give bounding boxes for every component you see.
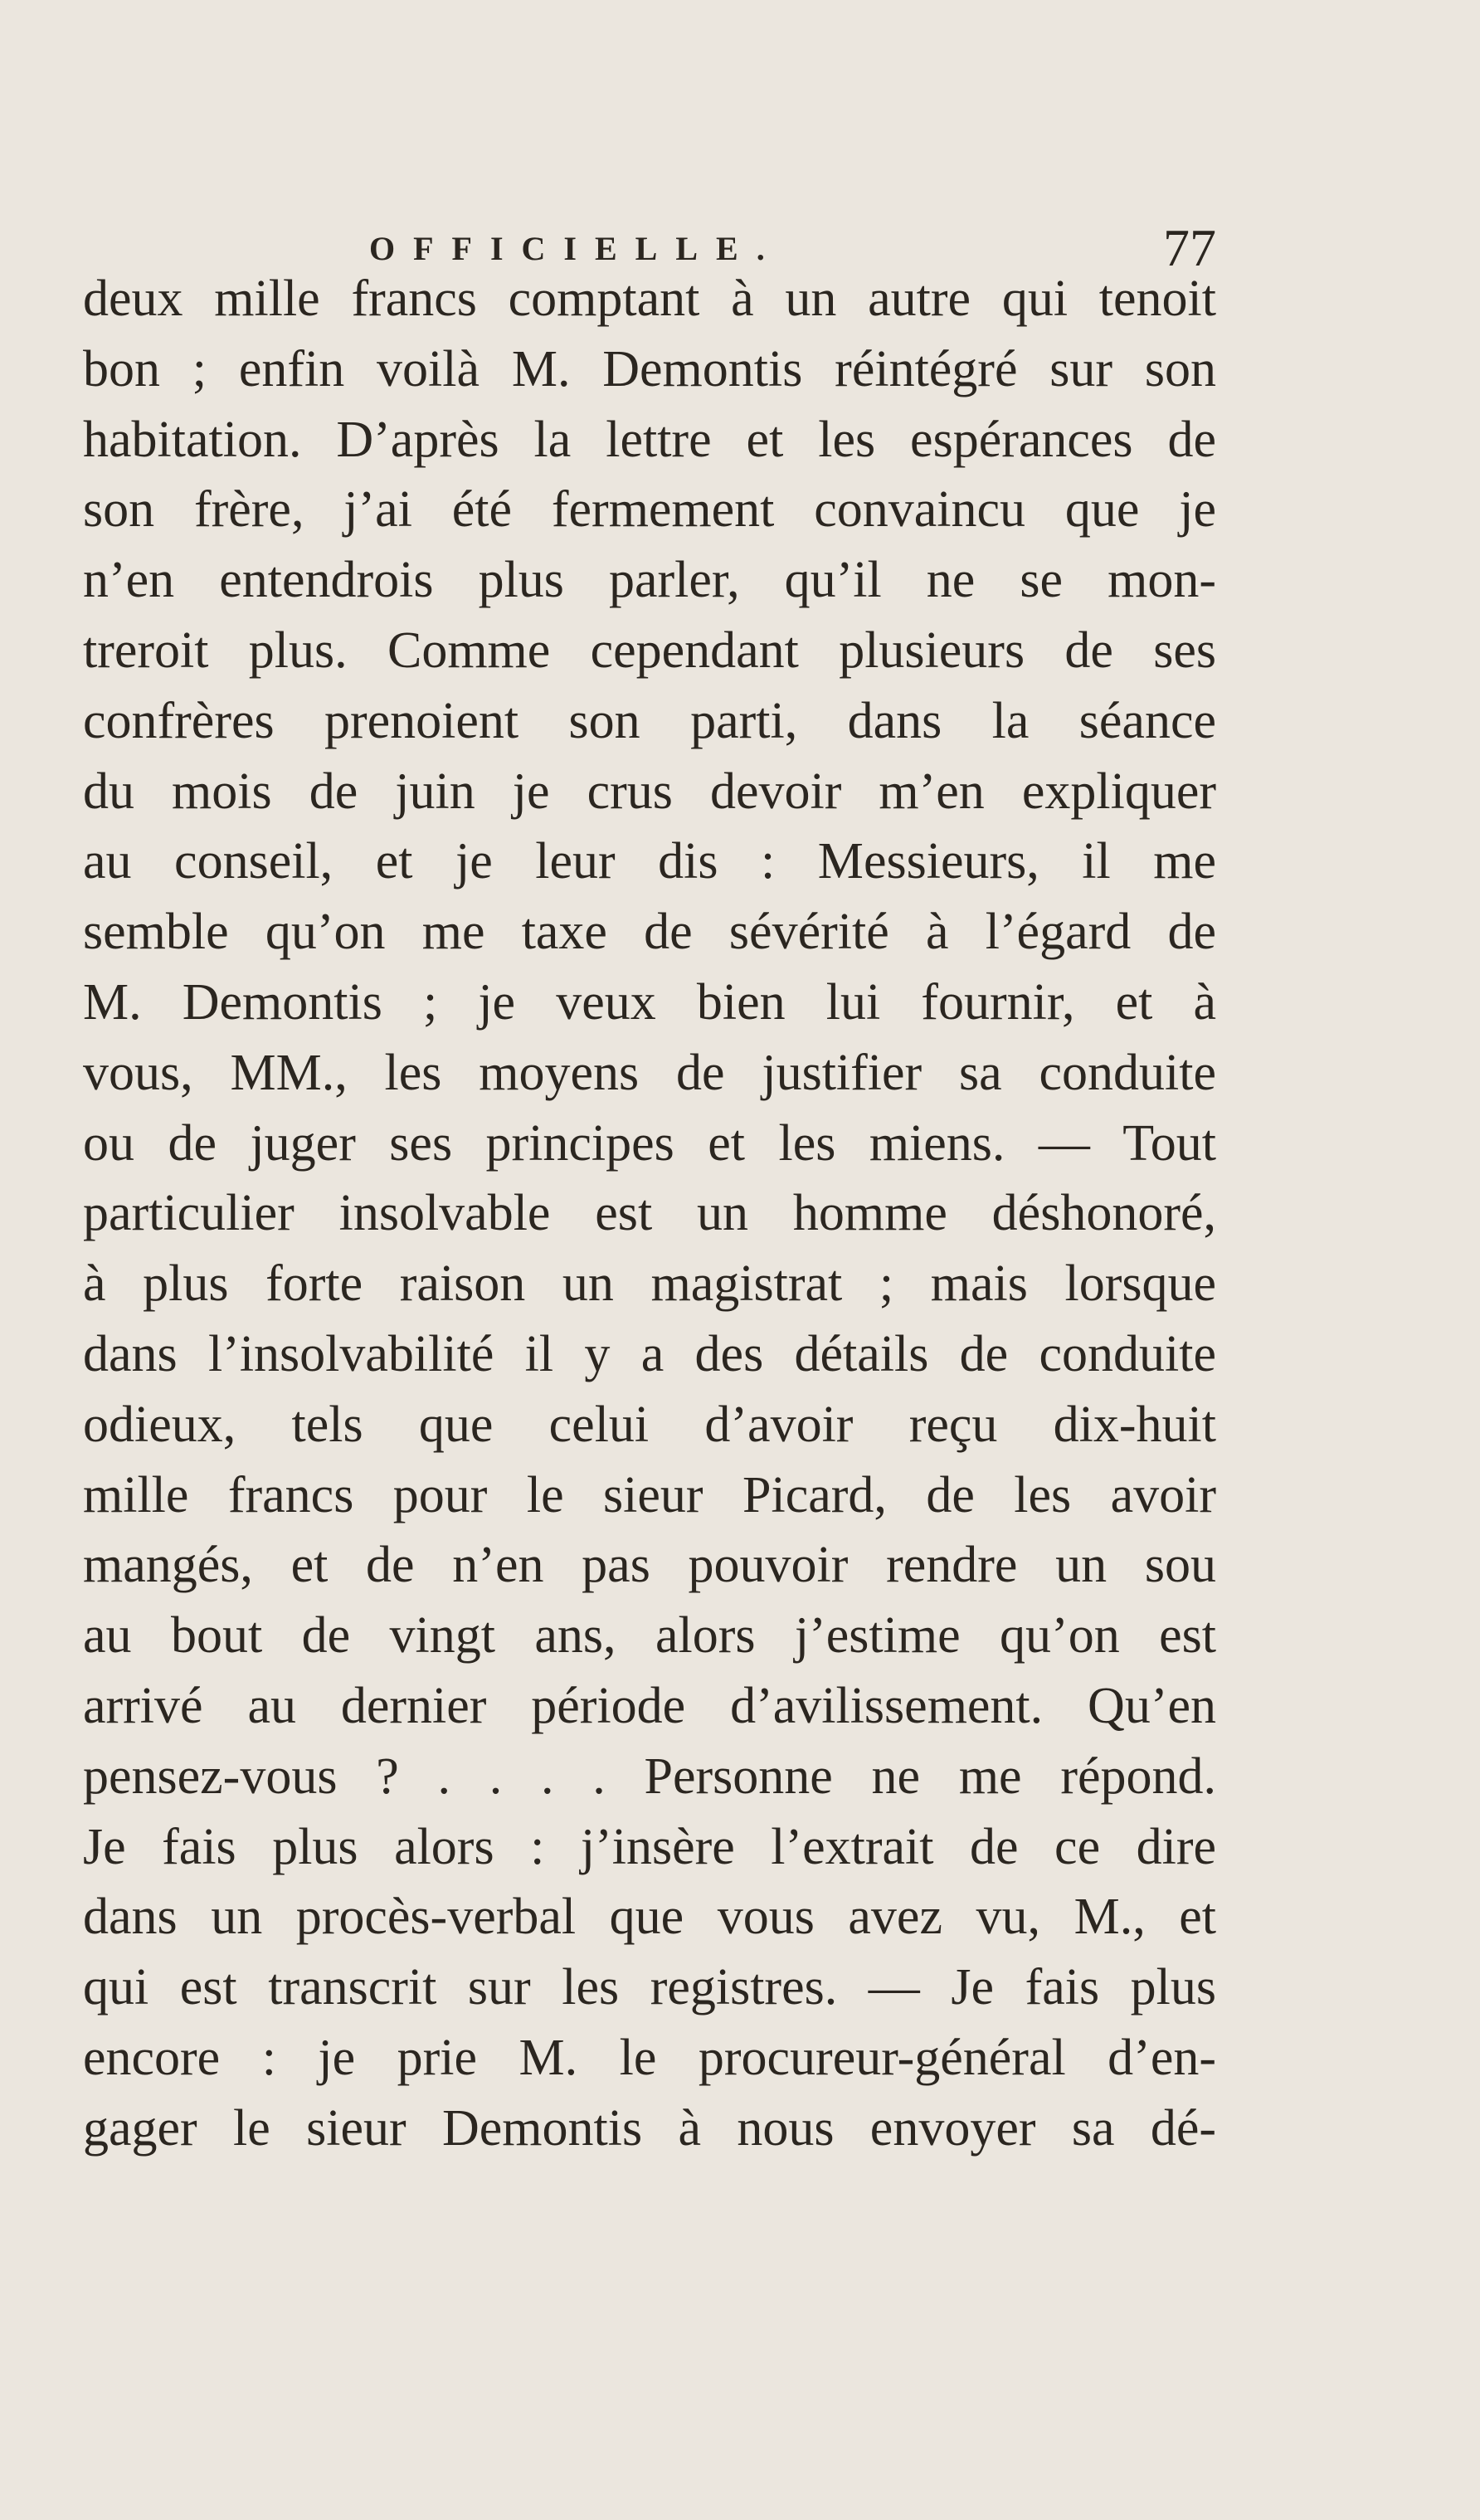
text-line: au conseil, et je leur dis : Messieurs, il me <box>83 833 1216 890</box>
text-line: M. Demontis ; je veux bien lui fournir, et à <box>83 973 1216 1031</box>
text-line: gager le sieur Demontis à nous envoyer sa dé- <box>83 2099 1216 2157</box>
text-line: habitation. D’après la lettre et les espérances de <box>83 411 1216 468</box>
text-line: à plus forte raison un magistrat ; mais lorsque <box>83 1255 1216 1313</box>
text-line: mangés, et de n’en pas pouvoir rendre un sou <box>83 1537 1216 1594</box>
text-line: du mois de juin je crus devoir m’en expliquer <box>83 763 1216 820</box>
text-line: dans un procès-verbal que vous avez vu, M., et <box>83 1889 1216 1946</box>
text-line: n’en entendrois plus parler, qu’il ne se mon- <box>83 552 1216 609</box>
text-line: encore : je prie M. le procureur-général d’en- <box>83 2029 1216 2086</box>
text-line: dans l’insolvabilité il y a des détails de conduite <box>83 1325 1216 1382</box>
text-line: bon ; enfin voilà M. Demontis réintégré sur son <box>83 340 1216 397</box>
text-line: treroit plus. Comme cependant plusieurs de ses <box>83 621 1216 679</box>
text-line: au bout de vingt ans, alors j’estime qu’on est <box>83 1607 1216 1665</box>
text-line: particulier insolvable est un homme déshonoré, <box>83 1185 1216 1242</box>
text-line: ou de juger ses principes et les miens. — Tout <box>83 1114 1216 1172</box>
text-line: qui est transcrit sur les registres. — Je fais plus <box>83 1959 1216 2016</box>
text-line: arrivé au dernier période d’avilissement. Qu’en <box>83 1677 1216 1734</box>
text-line: deux mille francs comptant à un autre qui tenoit <box>83 271 1216 327</box>
text-line: son frère, j’ai été fermement convaincu que je <box>83 481 1216 539</box>
text-line: pensez-vous ? . . . . Personne ne me répond. <box>83 1747 1216 1805</box>
page-number: 77 <box>1163 218 1216 277</box>
text-line: semble qu’on me taxe de sévérité à l’égard de <box>83 904 1216 961</box>
text-line: odieux, tels que celui d’avoir reçu dix-huit <box>83 1396 1216 1453</box>
text-line: confrères prenoient son parti, dans la séance <box>83 692 1216 749</box>
text-line: mille francs pour le sieur Picard, de les avoir <box>83 1466 1216 1523</box>
text-line: vous, MM., les moyens de justifier sa conduite <box>83 1044 1216 1101</box>
page-body-text <box>83 264 1216 2164</box>
running-title: OFFICIELLE. <box>369 230 783 267</box>
text-line: Je fais plus alors : j’insère l’extrait de ce dire <box>83 1818 1216 1875</box>
